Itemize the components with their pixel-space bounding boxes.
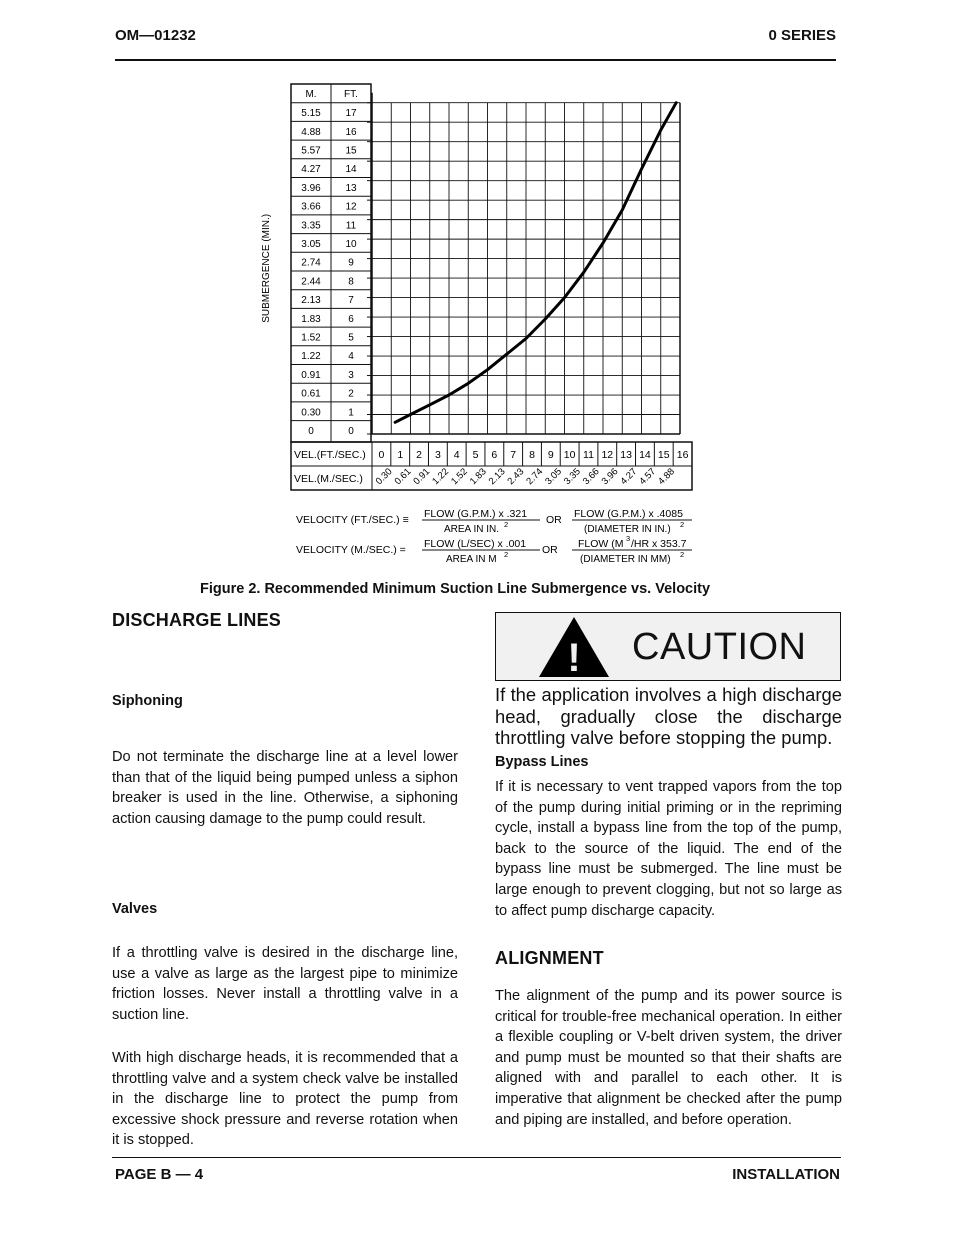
formula-ft-num1: FLOW (G.P.M.) x .321: [424, 508, 528, 520]
formula-m-num1: FLOW (L/SEC) x .001: [424, 538, 527, 550]
x-row-label-m: VEL.(M./SEC.): [294, 473, 363, 485]
formula-ft-den2: (DIAMETER IN IN.): [584, 524, 671, 535]
y-tick-ft: 8: [348, 276, 354, 288]
discharge-lines-heading: DISCHARGE LINES: [112, 610, 282, 630]
x-tick-ft: 2: [416, 449, 422, 461]
submergence-chart: [250, 80, 710, 565]
doc-id: OM—01232: [115, 27, 196, 44]
x-tick-ft: 7: [510, 449, 517, 461]
x-tick-m: 4.88: [656, 466, 677, 488]
formula-m-num2b: /HR x 353.7: [631, 538, 687, 550]
y-tick-m: 2.74: [301, 257, 321, 269]
x-tick-ft: 3: [434, 449, 441, 461]
footer-rule: [112, 1157, 841, 1158]
valves-heading: Valves: [112, 901, 158, 917]
x-tick-ft: 5: [472, 449, 479, 461]
y-tick-m: 1.52: [301, 332, 321, 344]
y-tick-m: 4.27: [301, 164, 321, 176]
y-tick-m: 0.61: [301, 388, 321, 400]
y-tick-ft: 7: [348, 295, 354, 307]
x-tick-m: 0.30: [373, 466, 395, 488]
x-tick-m: 2.43: [505, 466, 527, 488]
formula-m-num2: FLOW (M: [578, 538, 624, 550]
y-tick-m: 3.35: [301, 220, 321, 232]
siphoning-text: Do not terminate the discharge line at a level lower than that of the liquid being pumped unless a siphon breaker is used in the line. Otherwise, a siphoning action causing damage to the pump could result.: [112, 749, 458, 827]
formula-m-num2-sup: 3: [626, 534, 631, 543]
x-tick-m: 4.57: [637, 466, 659, 488]
y-tick-ft: 9: [348, 257, 354, 269]
y-tick-m: 5.57: [301, 145, 321, 157]
x-tick-ft: 16: [676, 449, 689, 461]
x-tick-m: 1.22: [430, 466, 452, 488]
x-tick-m: 3.66: [580, 466, 602, 488]
warning-triangle-icon: [537, 615, 611, 678]
x-tick-ft: 6: [491, 449, 498, 461]
x-tick-ft: 8: [529, 449, 535, 461]
valves-text-1: If a throttling valve is desired in the discharge line, use a valve as large as the largest pipe to minimize friction losses. Never install a throttling valve in a suction line.: [112, 945, 458, 1023]
x-tick-ft: 13: [620, 449, 632, 461]
x-tick-m: 0.61: [392, 466, 414, 488]
formula-ft-num2: FLOW (G.P.M.) x .4085: [574, 508, 683, 520]
y-tick-ft: 10: [345, 238, 357, 250]
caution-label: CAUTION: [632, 626, 807, 668]
y-tick-m: 0.91: [301, 369, 321, 381]
y-tick-m: 3.05: [301, 238, 321, 250]
alignment-heading: ALIGNMENT: [495, 948, 604, 968]
y-tick-ft: 12: [345, 201, 357, 213]
y-tick-ft: 1: [348, 407, 354, 419]
y-tick-m: 3.96: [301, 182, 321, 194]
submergence-curve: [395, 103, 676, 423]
y-tick-ft: 14: [345, 164, 357, 176]
x-tick-m: 0.91: [411, 466, 433, 488]
figure-caption: Figure 2. Recommended Minimum Suction Line Submergence vs. Velocity: [200, 581, 711, 597]
x-row-label-ft: VEL.(FT./SEC.): [294, 449, 366, 461]
valves-text-2: With high discharge heads, it is recommended that a throttling valve and a system check valve be installed in the discharge line to protect the pump from excessive shock pressure and reverse rotation when it is stopped.: [112, 1050, 458, 1149]
y-tick-ft: 2: [348, 388, 354, 400]
y-tick-m: 5.15: [301, 108, 321, 120]
y-tick-ft: 4: [348, 351, 354, 363]
y-tick-m: 2.13: [301, 295, 321, 307]
section-name: INSTALLATION: [732, 1166, 840, 1183]
x-tick-ft: 1: [397, 449, 404, 461]
x-tick-m: 2.74: [524, 466, 546, 488]
y-tick-m: 1.83: [301, 313, 321, 325]
y-tick-m: 0.30: [301, 407, 321, 419]
y-tick-ft: 13: [345, 182, 357, 194]
y-axis-title: SUBMERGENCE (MIN.): [261, 213, 272, 323]
y-tick-ft: 16: [345, 126, 357, 138]
y-tick-ft: 0: [348, 425, 354, 437]
formula-m-den2: (DIAMETER IN MM): [580, 554, 671, 565]
y-tick-ft: 3: [348, 369, 354, 381]
alignment-text: The alignment of the pump and its power source is critical for trouble-free mechanical operation. In either a flexible coupling or V-belt driven system, the driver and pump must be mounted so that their shafts are aligned with and parallel to each other. It is imperative that alignment be checked after the pump and piping are installed, and before operation.: [495, 988, 842, 1128]
formula-ft-label: VELOCITY (FT./SEC.) ≡: [296, 514, 409, 526]
formula-ft-den1-sup: 2: [504, 520, 509, 529]
formula-ft-den2-sup: 2: [680, 520, 685, 529]
x-tick-m: 3.96: [599, 466, 621, 488]
exclamation-glyph: !: [567, 636, 581, 678]
page-number: PAGE B — 4: [115, 1166, 204, 1183]
siphoning-heading: Siphoning: [112, 693, 183, 709]
formula-m-or: OR: [542, 544, 558, 556]
series-label: 0 SERIES: [768, 27, 836, 44]
x-tick-m: 3.05: [543, 466, 565, 488]
formula-m-den1-sup: 2: [504, 550, 509, 559]
header-rule: [115, 59, 836, 61]
x-tick-m: 1.52: [449, 466, 470, 488]
y-col-header-ft: FT.: [344, 89, 358, 100]
x-tick-m: 3.35: [561, 466, 583, 488]
x-tick-ft: 14: [639, 449, 651, 461]
formula-m-den1: AREA IN M: [446, 554, 497, 565]
y-tick-m: 1.22: [301, 351, 321, 363]
y-tick-ft: 17: [345, 108, 357, 120]
y-tick-m: 3.66: [301, 201, 321, 213]
formula-m-den2-sup: 2: [680, 550, 685, 559]
x-tick-ft: 9: [547, 449, 554, 461]
x-tick-ft: 0: [378, 449, 385, 461]
x-tick-m: 2.13: [486, 466, 508, 488]
caution-banner: [495, 612, 841, 681]
x-tick-m: 1.83: [467, 466, 489, 488]
bypass-lines-text: If it is necessary to vent trapped vapors from the top of the pump during initial priming or in the repriming cycle, install a bypass line from the top of the pump, back to the source of the liquid. The end of the bypass line must be submerged. The line must be large enough to prevent clogging, but not so large as to affect pump discharge capacity.: [495, 779, 842, 919]
formula-m-label: VELOCITY (M./SEC.) =: [296, 544, 406, 556]
formula-ft-den1: AREA IN IN.: [444, 524, 500, 535]
y-col-header-m: M.: [305, 89, 317, 100]
y-tick-m: 2.44: [301, 276, 321, 288]
x-tick-ft: 15: [657, 449, 670, 461]
x-tick-ft: 10: [563, 449, 576, 461]
bypass-lines-heading: Bypass Lines: [495, 754, 589, 770]
x-tick-m: 4.27: [618, 466, 640, 488]
caution-text: If the application involves a high discharge head, gradually close the discharge throttling valve before stopping the pump.: [495, 684, 842, 749]
y-tick-ft: 6: [348, 313, 354, 325]
y-tick-ft: 5: [348, 332, 354, 344]
formula-ft-or: OR: [546, 514, 562, 526]
y-tick-m: 4.88: [301, 126, 321, 138]
chart-root: [261, 84, 692, 565]
x-tick-ft: 11: [583, 449, 594, 461]
x-tick-ft: 12: [601, 449, 614, 461]
y-tick-ft: 11: [345, 220, 357, 232]
y-tick-m: 0: [308, 425, 314, 437]
x-tick-ft: 4: [453, 449, 460, 461]
y-tick-ft: 15: [345, 145, 357, 157]
